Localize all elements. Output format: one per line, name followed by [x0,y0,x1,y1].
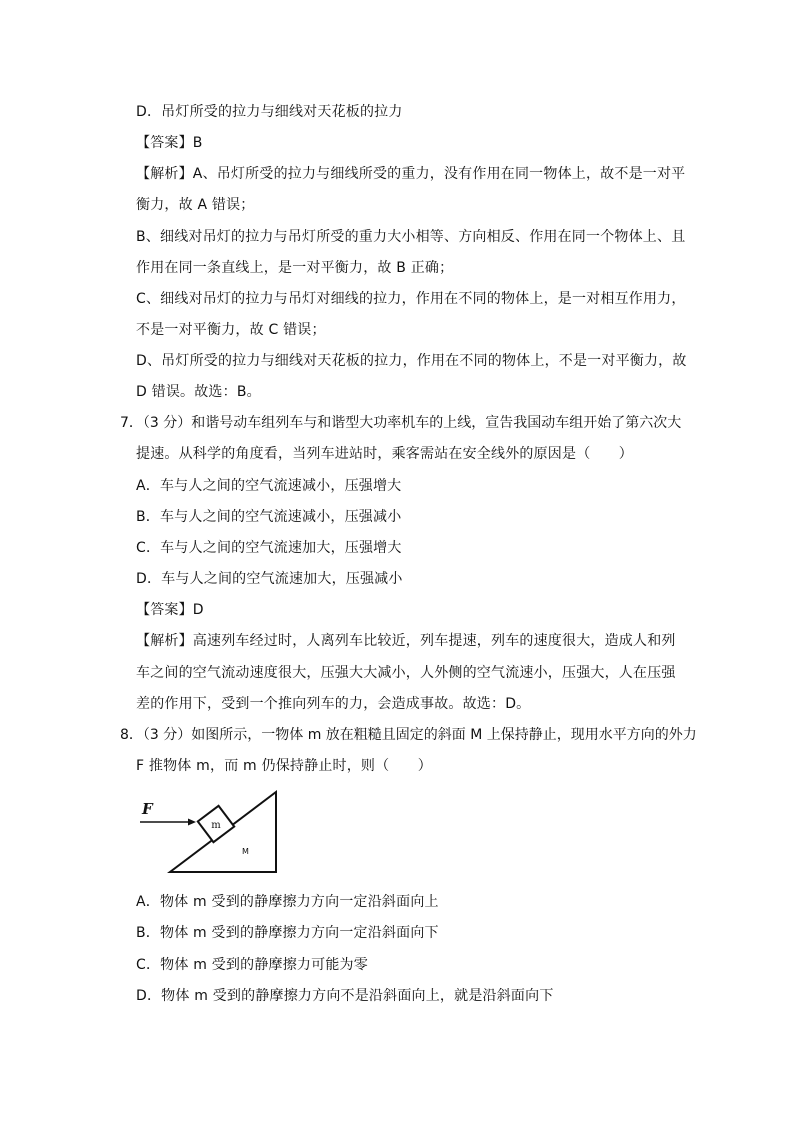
q7-option-a: A．车与人之间的空气流速减小，压强增大 [136,478,402,494]
q7-option-b: B．车与人之间的空气流速减小，压强减小 [136,509,402,525]
prev-analysis-line-7: D、吊灯所受的拉力与细线对天花板的拉力，作用在不同的物体上，不是一对平衡力，故 [136,353,687,369]
q8-option-a: A．物体 m 受到的静摩擦力方向一定沿斜面向上 [136,894,439,910]
prev-analysis-line-6: 不是一对平衡力，故 C 错误； [136,322,326,338]
prev-analysis-line-1: 【解析】A、吊灯所受的拉力与细线所受的重力，没有作用在同一物体上，故不是一对平 [136,166,686,182]
q7-answer: 【答案】D [136,602,204,618]
prev-analysis-line-8: D 错误。故选：B。 [136,384,261,400]
q7-stem-line-1: 7．（3 分）和谐号动车组列车与和谐型大功率机车的上线，宣告我国动车组开始了第六次大 [120,415,682,431]
q8-option-b: B．物体 m 受到的静摩擦力方向一定沿斜面向下 [136,925,439,941]
q8-option-c: C．物体 m 受到的静摩擦力可能为零 [136,957,368,973]
q8-stem-line-1: 8．（3 分）如图所示，一物体 m 放在粗糙且固定的斜面 M 上保持静止，现用水平方向的外力 [120,727,697,743]
q7-analysis-line-2: 车之间的空气流动速度很大，压强大大减小，人外侧的空气流速小，压强大，人在压强 [136,665,676,681]
prev-analysis-line-5: C、细线对吊灯的拉力与吊灯对细线的拉力，作用在不同的物体上，是一对相互作用力， [136,291,686,307]
q8-stem-line-2: F 推物体 m，而 m 仍保持静止时，则（ ） [136,758,432,774]
incline-label: M [242,847,249,856]
q7-option-c: C．车与人之间的空气流速加大，压强增大 [136,540,402,556]
prev-analysis-line-2: 衡力，故 A 错误； [136,197,255,213]
q7-option-d: D．车与人之间的空气流速加大，压强减小 [136,571,403,587]
q8-option-d: D．物体 m 受到的静摩擦力方向不是沿斜面向上，就是沿斜面向下 [136,988,554,1004]
q7-analysis-line-3: 差的作用下，受到一个推向列车的力，会造成事故。故选：D。 [136,696,531,712]
q7-analysis-line-1: 【解析】高速列车经过时，人离列车比较近，列车提速，列车的速度很大，造成人和列 [136,633,676,649]
force-label: F [142,800,153,818]
block-label: m [211,820,221,831]
prev-analysis-line-3: B、细线对吊灯的拉力与吊灯所受的重力大小相等、方向相反、作用在同一个物体上、且 [136,229,686,245]
force-arrow-head [188,819,196,826]
prev-option-d: D．吊灯所受的拉力与细线对天花板的拉力 [136,104,403,120]
prev-analysis-line-4: 作用在同一条直线上，是一对平衡力，故 B 正确； [136,260,454,276]
q7-stem-line-2: 提速。从科学的角度看，当列车进站时，乘客需站在安全线外的原因是（ ） [136,446,633,462]
prev-answer: 【答案】B [136,135,203,151]
incline-figure [136,790,286,874]
